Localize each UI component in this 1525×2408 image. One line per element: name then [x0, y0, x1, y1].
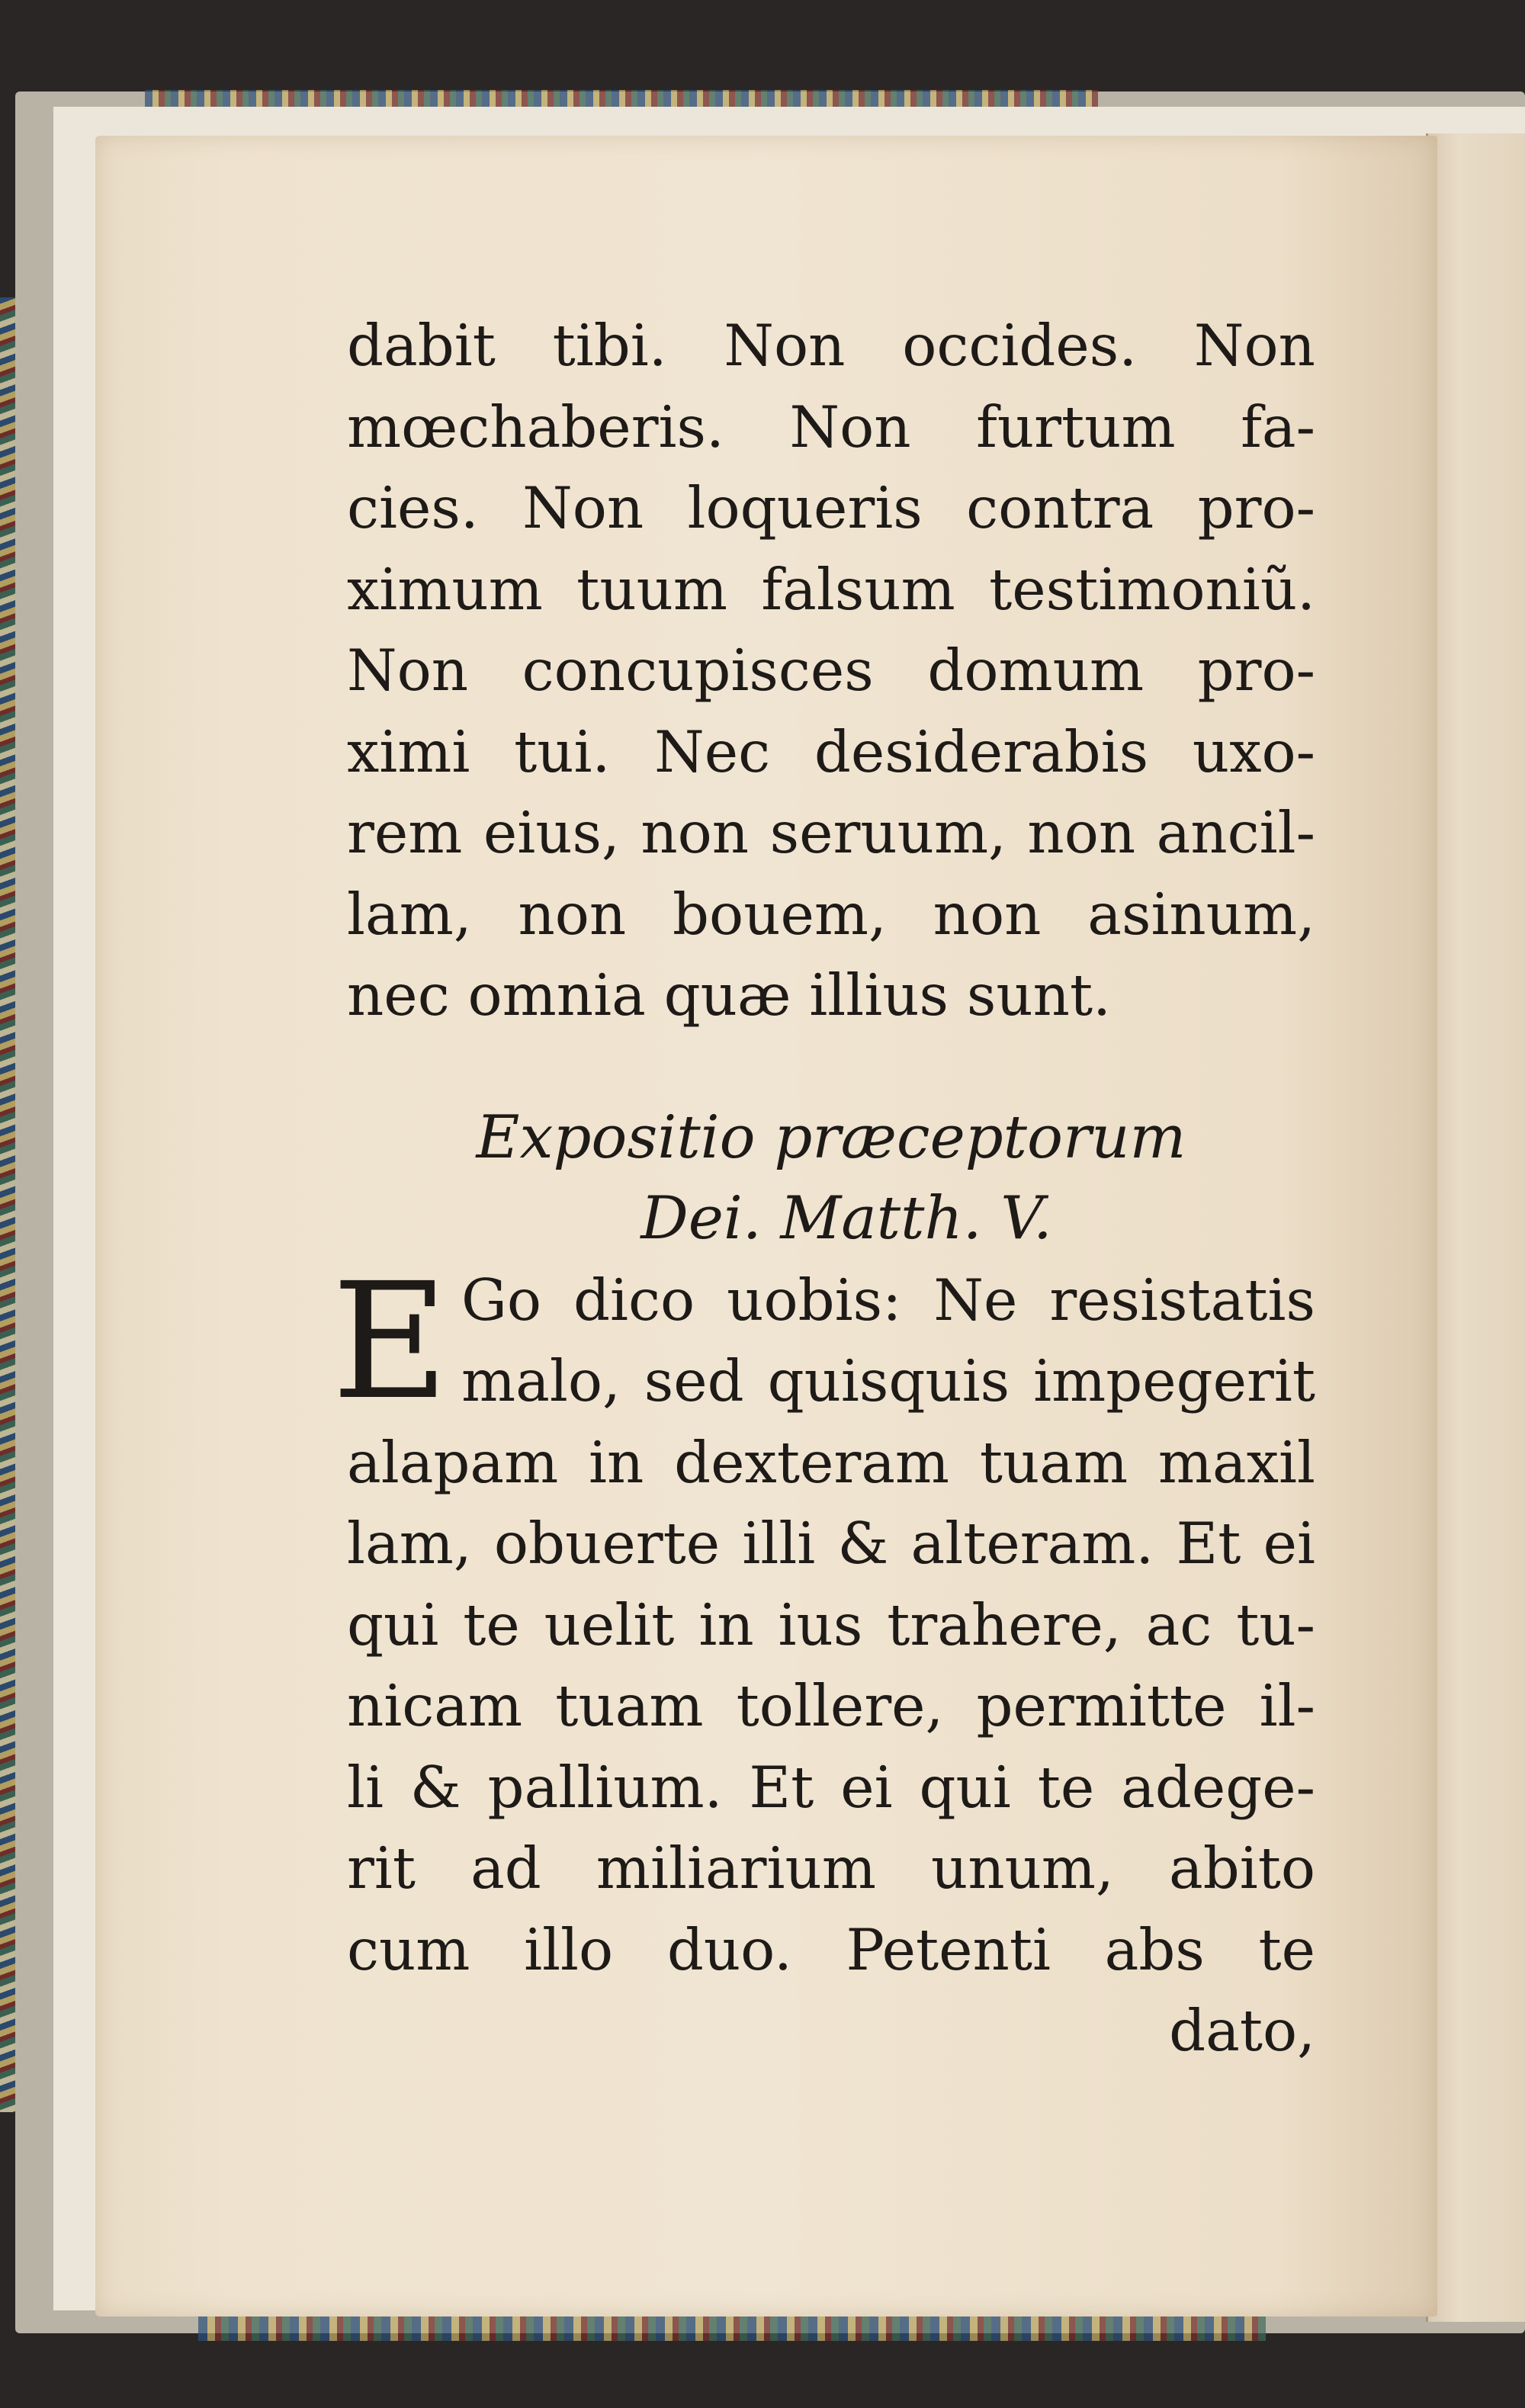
text-line: cies. Non loqueris contra pro-: [347, 474, 1315, 541]
text-line: nec omnia quæ illius sunt.: [347, 962, 1111, 1029]
text-line: mœchaberis. Non furtum fa-: [347, 393, 1315, 461]
text-line: lam, non bouem, non asinum,: [347, 880, 1315, 948]
section-heading: Expositio præceptorum: [476, 1103, 1186, 1172]
page-text: [332, 305, 1315, 2072]
text-line: ximi tui. Nec desiderabis uxo-: [347, 718, 1315, 785]
text-line: dabit tibi. Non occides. Non: [347, 312, 1315, 379]
text-line: rit ad miliarium unum, abito: [347, 1835, 1315, 1902]
text-line: rem eius, non seruum, non ancil-: [347, 799, 1315, 866]
text-line: nicam tuam tollere, permitte il-: [347, 1672, 1315, 1739]
catchword: dato,: [1169, 1997, 1315, 2064]
text-line: malo, sed quisquis impegerit: [461, 1347, 1315, 1414]
paragraph-with-initial: [332, 1247, 1315, 2072]
text-line: li & pallium. Et ei qui te adege-: [347, 1753, 1315, 1821]
text-line: lam, obuerte illi & alteram. Et ei: [347, 1510, 1315, 1577]
text-line: cum illo duo. Petenti abs te: [347, 1915, 1315, 1983]
facing-leaf-edge: [1426, 133, 1525, 2322]
text-line: Go dico uobis: Ne resistatis: [461, 1266, 1315, 1334]
text-line: Non concupisces domum pro-: [347, 637, 1315, 704]
text-line: alapam in dexteram tuam maxil: [347, 1428, 1315, 1496]
section-heading-reference: Dei. Matth. V.: [640, 1184, 1052, 1253]
text-line: ximum tuum falsum testimoniũ.: [347, 555, 1315, 623]
text-line: qui te uelit in ius trahere, ac tu-: [347, 1591, 1315, 1658]
drop-cap-initial: E: [332, 1247, 449, 1435]
